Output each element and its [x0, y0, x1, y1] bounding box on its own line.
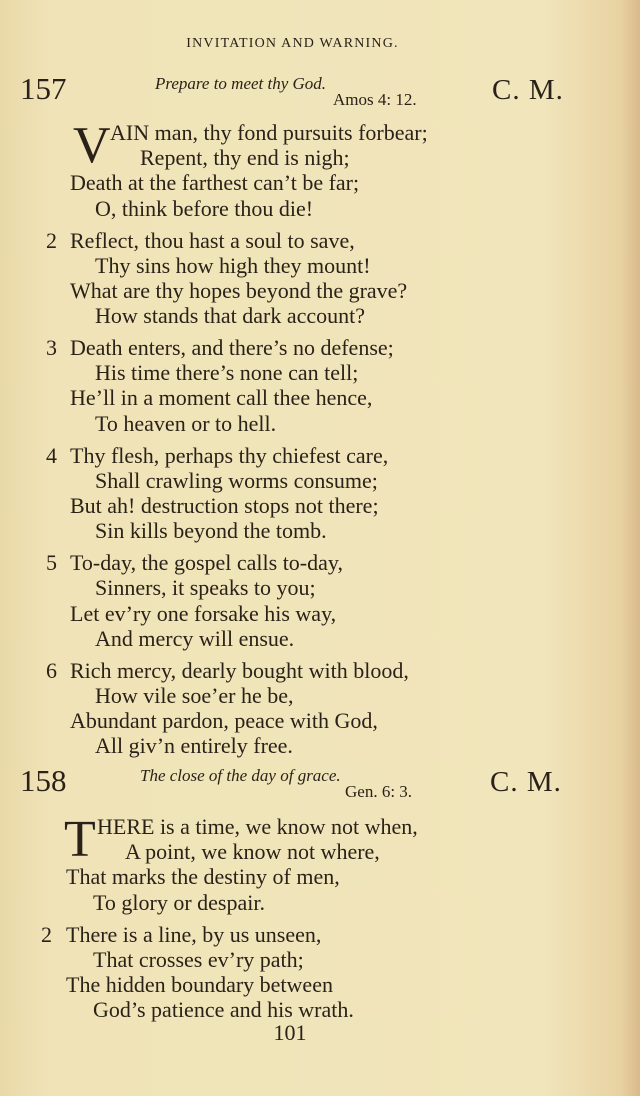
stanza — [0, 922, 640, 1023]
hymn-number: 157 — [20, 71, 67, 106]
verse-line: To-day, the gospel calls to-day, — [70, 550, 343, 576]
verse-line: Death enters, and there’s no defense; — [70, 335, 394, 361]
hymn-meter: C. M. — [492, 74, 564, 106]
verse-line: What are thy hopes beyond the grave? — [70, 277, 408, 303]
running-head: INVITATION AND WARNING. — [186, 36, 399, 51]
hymn-body — [0, 117, 640, 765]
stanza — [0, 658, 640, 759]
hymn-number: 158 — [20, 763, 67, 798]
verse-line: Shall crawling worms consume; — [95, 467, 378, 493]
verse-line: Sinners, it speaks to you; — [95, 575, 316, 601]
drop-cap: T — [64, 811, 96, 868]
verse-line: All giv’n entirely free. — [95, 733, 293, 759]
verse-line: And mercy will ensue. — [95, 625, 295, 651]
verse-line: To glory or despair. — [93, 889, 265, 915]
verse-line: His time there’s none can tell; — [95, 360, 359, 386]
verse-line: To heaven or to hell. — [95, 410, 277, 436]
verse-line: How stands that dark account? — [95, 303, 366, 329]
verse-line: A point, we know not where, — [125, 839, 380, 865]
stanza-number: 6 — [46, 657, 57, 683]
verse-line: Thy sins how high they mount! — [95, 252, 371, 278]
verse-line: How vile soe’er he be, — [95, 682, 294, 708]
scripture-reference: Gen. 6: 3. — [345, 782, 413, 801]
verse-line: That marks the destiny of men, — [66, 864, 340, 890]
hymn-body — [0, 811, 640, 1029]
verse-line: Repent, thy end is nigh; — [140, 145, 350, 171]
verse-line: O, think before thou die! — [95, 195, 314, 221]
verse-line: Reflect, thou hast a soul to save, — [70, 227, 355, 253]
stanza — [0, 811, 640, 915]
stanza-number: 2 — [46, 227, 57, 253]
stanza — [0, 228, 640, 329]
verse-line: Rich mercy, dearly bought with blood, — [70, 657, 409, 683]
stanza-number: 2 — [41, 921, 52, 947]
page-number: 101 — [273, 1020, 307, 1045]
verse-line: That crosses ev’ry path; — [93, 946, 304, 972]
stanza — [0, 550, 640, 651]
verse-line: Thy flesh, perhaps thy chiefest care, — [70, 442, 389, 468]
hymn-title: Prepare to meet thy God. — [155, 74, 327, 93]
verse-line: Sin kills beyond the tomb. — [95, 518, 327, 544]
drop-cap: V — [73, 117, 111, 174]
verse-line: The hidden boundary between — [66, 971, 333, 997]
verse-line: Death at the farthest can’t be far; — [70, 170, 360, 196]
stanza-number: 5 — [46, 550, 57, 576]
stanza-number: 4 — [46, 442, 57, 468]
verse-line: There is a line, by us unseen, — [66, 921, 322, 947]
hymn-title: The close of the day of grace. — [140, 766, 341, 785]
scripture-reference: Amos 4: 12. — [333, 90, 417, 109]
stanza — [0, 117, 640, 221]
verse-line: Abundant pardon, peace with God, — [70, 708, 378, 734]
stanza-number: 3 — [46, 335, 57, 361]
stanza — [0, 443, 640, 544]
hymn-meter: C. M. — [490, 766, 562, 798]
verse-line: HERE is a time, we know not when, — [97, 814, 418, 839]
verse-line: God’s patience and his wrath. — [93, 997, 354, 1023]
verse-line: Let ev’ry one forsake his way, — [70, 600, 337, 626]
stanza — [0, 335, 640, 436]
verse-line: But ah! destruction stops not there; — [70, 493, 379, 519]
verse-line: He’ll in a moment call thee hence, — [70, 385, 373, 411]
verse-line: AIN man, thy fond pursuits forbear; — [110, 120, 428, 145]
